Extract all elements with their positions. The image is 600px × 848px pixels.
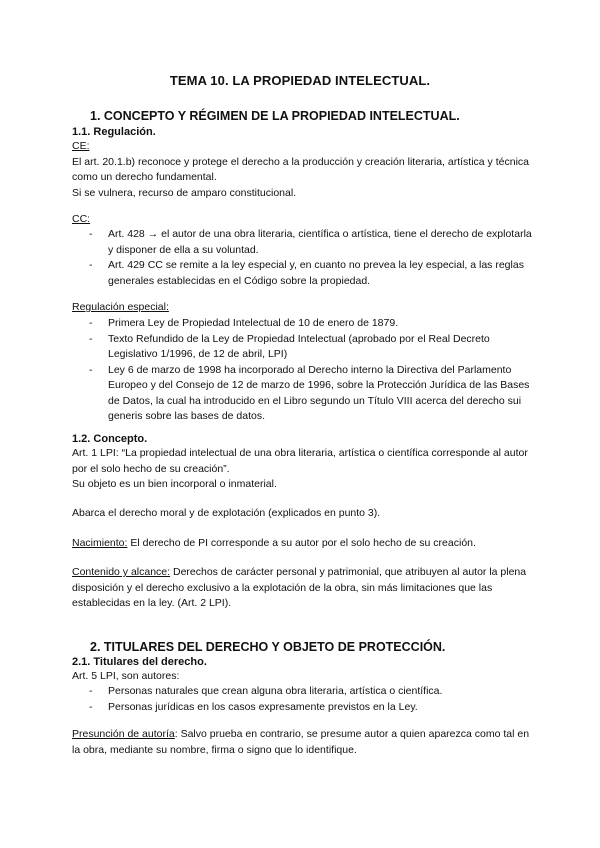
- concept-paragraph-1: Art. 1 LPI: “La propiedad intelectual de una obra literaria, artística o científica corresponde al autor por el solo hecho de su creación”.: [72, 447, 528, 475]
- list-item: - Ley 6 de marzo de 1998 ha incorporado al Derecho interno la Directiva del Parlamento Europeo y del Consejo de 12 de marzo de 1996, sobre la Protección Jurídica de las Bases de Datos, la cual ha introducido en el Libro segundo un Título VIII acerca del derecho sui generis sobre las bases de datos.: [89, 363, 530, 422]
- document-title: TEMA 10. LA PROPIEDAD INTELECTUAL.: [169, 73, 431, 88]
- concept-paragraph-2: Su objeto es un bien incorporal o inmaterial.: [72, 478, 277, 490]
- cc-list: [72, 227, 532, 289]
- birth-paragraph: [72, 536, 532, 552]
- special-regulation-list: [72, 316, 532, 425]
- list-item: - Art. 428 → el autor de una obra literaria, científica o artística, tiene el derecho de explotarla y disponer de ella a su voluntad.: [89, 228, 532, 256]
- birth-text: El derecho de PI corresponde a su autor por el solo hecho de su creación.: [127, 537, 476, 549]
- list-item: - Personas naturales que crean alguna obra literaria, artística o científica.: [89, 685, 443, 697]
- holders-intro: Art. 5 LPI, son autores:: [72, 670, 180, 682]
- ce-paragraph-1: El art. 20.1.b) reconoce y protege el derecho a la producción y creación literaria, artística y técnica como un derecho fundamental.: [72, 155, 529, 183]
- authorship-presumption-label: Presunción de autoría: [72, 728, 175, 740]
- concept-paragraph-3: Abarca el derecho moral y de explotación (explicados en punto 3).: [72, 507, 381, 519]
- ce-label: CE:: [72, 140, 90, 152]
- concept-block: [72, 446, 532, 493]
- section-2-heading: 2. TITULARES DEL DERECHO Y OBJETO DE PROTECCIÓN.: [90, 640, 446, 654]
- section-1-heading: 1. CONCEPTO Y RÉGIMEN DE LA PROPIEDAD INTELECTUAL.: [90, 109, 460, 123]
- list-item: - Personas jurídicas en los casos expresamente previstos en la Ley.: [89, 700, 418, 713]
- subsection-1-2-heading: 1.2. Concepto.: [72, 433, 148, 445]
- content-scope-label: Contenido y alcance:: [72, 566, 171, 578]
- list-item: - Texto Refundido de la Ley de Propiedad Intelectual (aprobado por el Real Decreto Legislativo 1/1996, de 12 de abril, LPI): [89, 332, 490, 360]
- authorship-presumption-text: : Salvo prueba en contrario, se presume autor a quien aparezca como tal en la obra, mediante su nombre, firma o signo que lo identifique.: [72, 728, 530, 756]
- cc-label: CC:: [72, 213, 91, 225]
- subsection-2-1-heading: 2.1. Titulares del derecho.: [72, 656, 207, 668]
- birth-label: Nacimiento:: [72, 537, 128, 549]
- subsection-1-1-heading: 1.1. Regulación.: [72, 126, 156, 138]
- holders-list: [72, 684, 532, 715]
- authorship-presumption-paragraph: [72, 727, 532, 758]
- content-scope-paragraph: [72, 565, 532, 612]
- ce-block: [72, 139, 532, 201]
- ce-paragraph-2: Si se vulnera, recurso de amparo constitucional.: [72, 186, 297, 199]
- list-item: - Art. 429 CC se remite a la ley especial y, en cuanto no prevea la ley especial, a las reglas generales establecidas en el Código sobre la propiedad.: [89, 259, 524, 287]
- content-scope-text: Derechos de carácter personal y patrimonial, que atribuyen al autor la plena disposición y el derecho exclusivo a la explotación de la obra, sin más limitaciones que las establecidas en la ley. (Art. 2 LPI).: [72, 566, 527, 609]
- special-regulation-label: Regulación especial:: [72, 301, 169, 313]
- list-item: - Primera Ley de Propiedad Intelectual de 10 de enero de 1879.: [89, 317, 399, 329]
